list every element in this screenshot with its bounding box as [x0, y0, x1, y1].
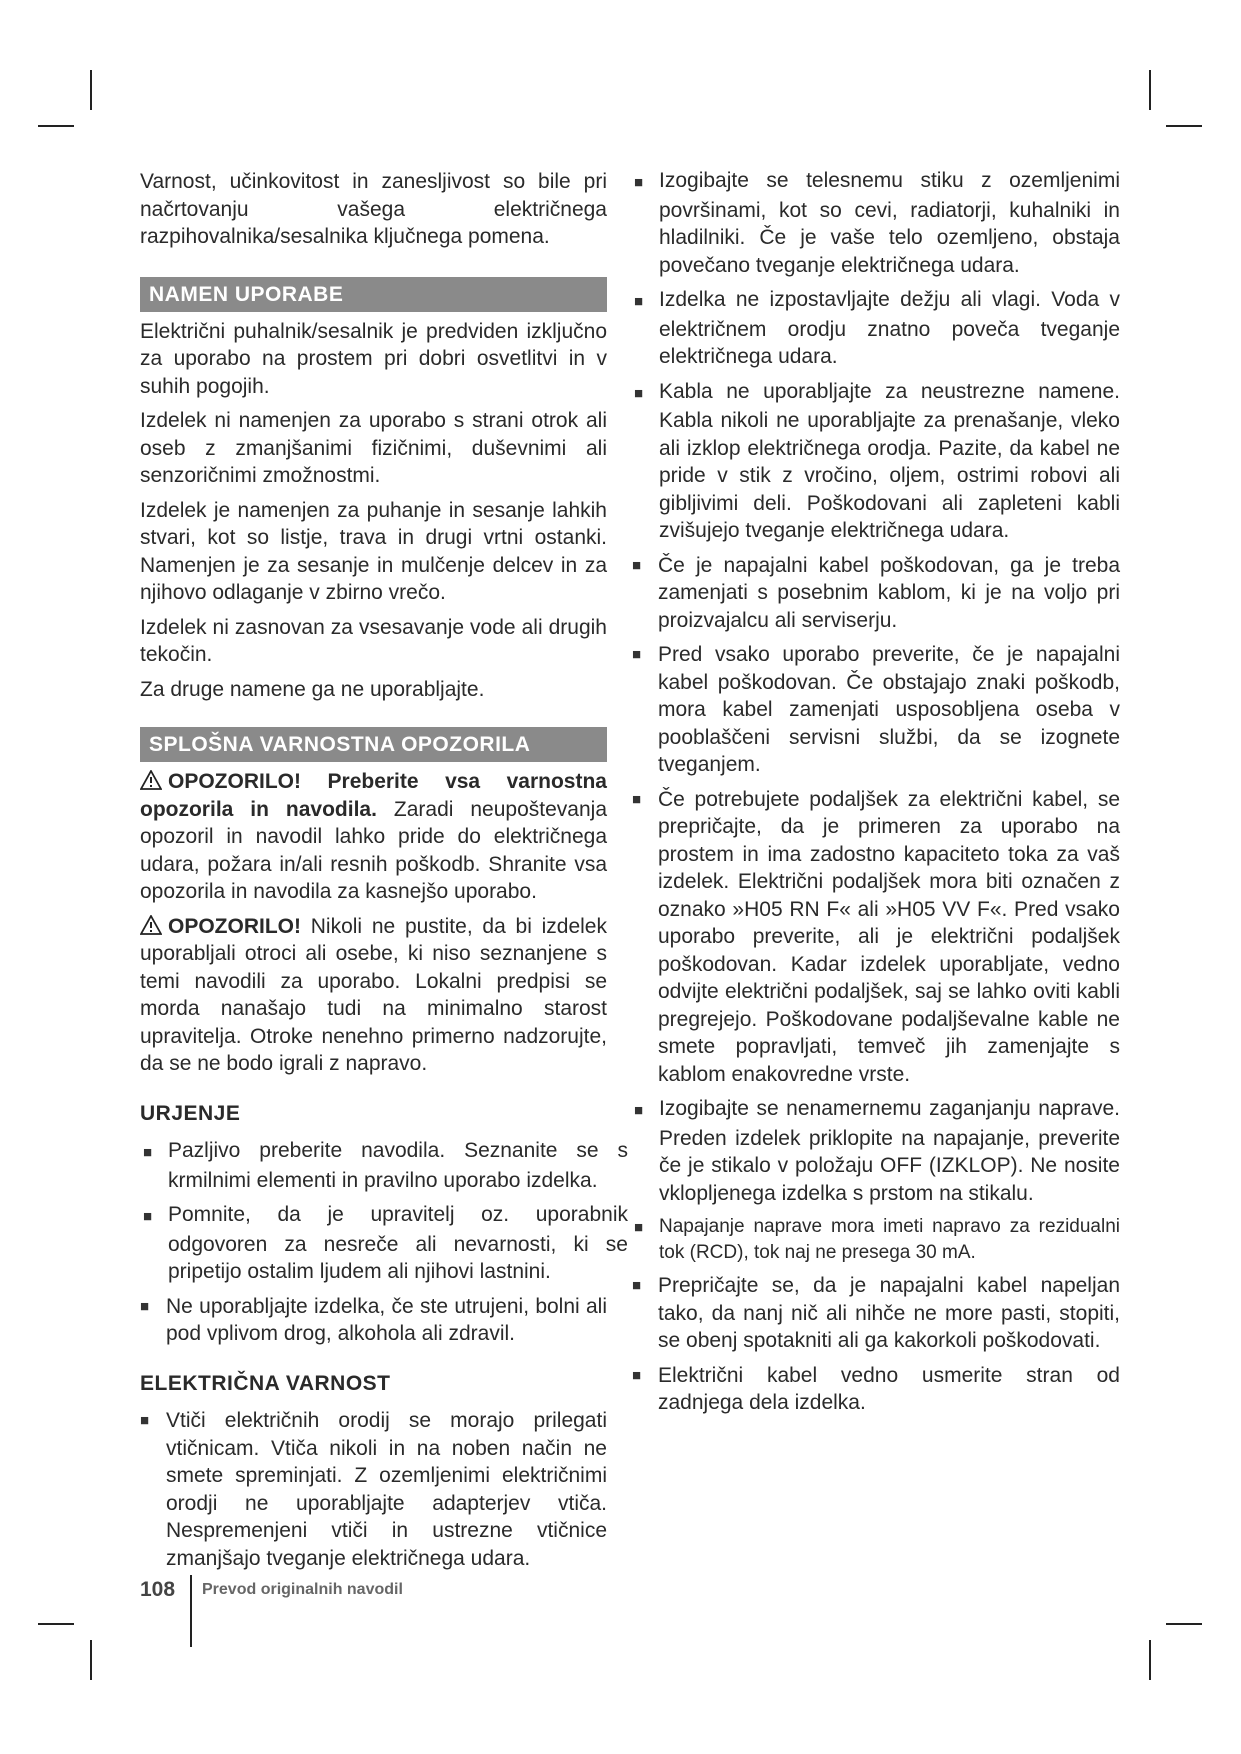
- warning-paragraph: [140, 768, 607, 906]
- bullet-square-icon: ■: [632, 556, 642, 574]
- bullet-item: [632, 552, 1120, 635]
- bullet-item: [632, 1214, 1120, 1265]
- crop-mark: [1166, 125, 1202, 127]
- footer-divider: [190, 1575, 192, 1647]
- warning-triangle-icon: [140, 915, 162, 935]
- bullet-text: Pred vsako uporabo preverite, če je napajalni kabel poškodovan. Če obstajajo znaki poškodb, mora kabel zamenjati usposobljena oseba v pooblaščeni servisni službi, da se izognete tveganjem.: [658, 643, 1120, 776]
- bullet-square-icon: ■: [140, 1412, 150, 1429]
- bullet-square-icon: ■: [634, 1102, 644, 1119]
- bullet-item: [632, 1272, 1120, 1355]
- section-heading-urjenje: URJENJE: [140, 1101, 241, 1125]
- bullet-text: Prepričajte se, da je napajalni kabel napeljan tako, da nanj nič ali nihče ne more pasti, stopiti, se obenj spotakniti ali ga kakorkoli poškodovati.: [658, 1274, 1120, 1352]
- paragraph: Električni puhalnik/sesalnik je predviden izključno za uporabo na prostem pri dobri osvetlitvi in v suhih pogojih.: [140, 319, 607, 398]
- bullet-square-icon: ■: [634, 1219, 644, 1236]
- warning-paragraph: [140, 913, 607, 1078]
- warning-bold: OPOZORILO!: [168, 914, 301, 938]
- bullet-square-icon: ■: [634, 293, 644, 310]
- section-heading-namen-uporabe: NAMEN UPORABE: [140, 277, 607, 312]
- bullet-square-icon: ■: [632, 790, 642, 808]
- bullet-square-icon: ■: [140, 1297, 150, 1315]
- paragraph: Izdelek ni namenjen za uporabo s strani otrok ali oseb z zmanjšanimi fizičnimi, duševnimi ali senzoričnimi zmožnostmi.: [140, 409, 607, 487]
- bullet-square-icon: ■: [143, 1144, 153, 1161]
- bullet-item: [140, 1407, 607, 1572]
- bullet-text: Če je napajalni kabel poškodovan, ga je treba zamenjati s posebnim kablom, ki je na voljo pri proizvajalcu ali serviserju.: [658, 553, 1120, 632]
- bullet-square-icon: ■: [632, 1366, 642, 1384]
- bullet-text: Izogibajte se nenamernemu zaganjanju naprave. Preden izdelek priklopite na napajanje, preverite če je stikalo v položaju OFF (IZKLOP). Ne nosite vklopljenega izdelka s prstom na stikalu.: [659, 1097, 1120, 1205]
- bullet-text: Vtiči električnih orodij se morajo prilegati vtičnicam. Vtiča nikoli in na noben način ne smete spreminjati. Z ozemljenimi električnimi orodji ne uporabljajte adapterjev vtiča. Nespremenjeni vtiči in ustrezne vtičnice zmanjšajo tveganje električnega udara.: [166, 1409, 607, 1570]
- paragraph: Izdelek je namenjen za puhanje in sesanje lahkih stvari, kot so listje, trava in drugi vrtni ostanki. Namenjen je za sesanje in mulčenje delcev in za njihovo odlaganje v zbirno vrečo.: [140, 498, 607, 604]
- bullet-item: [632, 167, 1120, 279]
- crop-mark: [38, 125, 74, 127]
- bullet-text: Če potrebujete podaljšek za električni kabel, se prepričajte, da je primeren za uporabo na prostem in ima zadostno kapaciteto toka za vaš izdelek. Električni podaljšek mora biti označen z oznako »H05 RN F« ali »H05 VV F«. Pred vsako uporabo preverite, ali je električni podaljšek poškodovan. Kadar izdelek uporabljate, vedno odvijte električni podaljšek, saj se lahko oviti kabli pregrejejo. Poškodovane podaljševalne kable ne smete popravljati, temveč jih zamenjajte s kablom enakovredne vrste.: [658, 787, 1120, 1086]
- warning-text: Zaradi neupoštevanja opozoril in navodil lahko pride do električnega udara, požara in/ali resnih poškodb. Shranite vsa opozorila in navodila za kasnejšo uporabo.: [140, 797, 607, 903]
- bullet-square-icon: ■: [634, 384, 644, 402]
- bullet-item: [632, 1362, 1120, 1417]
- crop-mark: [38, 1623, 74, 1625]
- crop-mark: [1166, 1623, 1202, 1625]
- section-heading-elektricna-varnost: ELEKTRIČNA VARNOST: [140, 1371, 391, 1395]
- warning-triangle-icon: [140, 770, 162, 790]
- footer-text: Prevod originalnih navodil: [202, 1581, 403, 1598]
- bullet-item: [632, 786, 1120, 1089]
- bullet-item: [632, 378, 1120, 545]
- intro-paragraph: Varnost, učinkovitost in zanesljivost so bile pri načrtovanju vašega električnega razpihovalnika/sesalnika ključnega pomena.: [140, 170, 607, 248]
- crop-mark: [90, 70, 92, 110]
- bullet-text: Kabla ne uporabljajte za neustrezne namene. Kabla nikoli ne uporabljajte za prenašanje, vleko ali izklop električnega orodja. Pazite, da kabel ne pride v stik z vročino, oljem, ostrimi robovi ali gibljivimi deli. Poškodovani ali zapleteni kabli zvišujejo tveganje električnega udara.: [659, 379, 1120, 542]
- bullet-text: Izdelka ne izpostavljajte dežju ali vlagi. Voda v električnem orodju znatno poveča tveganje električnega udara.: [659, 288, 1120, 368]
- paragraph: Za druge namene ga ne uporabljajte.: [140, 677, 485, 701]
- bullet-item: [143, 1201, 628, 1286]
- crop-mark: [1149, 1640, 1151, 1680]
- bullet-square-icon: ■: [143, 1208, 153, 1225]
- warning-bold: OPOZORILO! Preberite vsa varnostna opozorila in navodila.: [140, 770, 607, 821]
- paragraph: Izdelek ni zasnovan za vsesavanje vode ali drugih tekočin.: [140, 615, 607, 666]
- bullet-text: Izogibajte se telesnemu stiku z ozemljenimi površinami, kot so cevi, radiatorji, kuhalniki in hladilniki. Če je vaše telo ozemljeno, obstaja povečano tveganje električnega udara.: [659, 169, 1120, 277]
- bullet-square-icon: ■: [634, 174, 644, 191]
- bullet-item: [632, 286, 1120, 371]
- right-column: [632, 167, 1120, 1424]
- bullet-square-icon: ■: [632, 1277, 642, 1294]
- crop-mark: [1149, 70, 1151, 110]
- warning-text: Nikoli ne pustite, da bi izdelek uporabljali otroci ali osebe, ki niso seznanjene s temi navodili za uporabo. Lokalni predpisi se morda nanašajo tudi na minimalno starost upravitelja. Otroke nenehno primerno nadzorujte, da se ne bodo igrali z napravo.: [140, 914, 607, 1075]
- bullet-text: Pazljivo preberite navodila. Seznanite se s krmilnimi elementi in pravilno uporabo izdelka.: [168, 1139, 628, 1192]
- section-heading-splosna-varnostna-opozorila: SPLOŠNA VARNOSTNA OPOZORILA: [140, 727, 607, 762]
- bullet-item: [632, 641, 1120, 779]
- bullet-item: [140, 1293, 607, 1348]
- bullet-text: Ne uporabljajte izdelka, če ste utrujeni, bolni ali pod vplivom drog, alkohola ali zdravil.: [166, 1294, 607, 1345]
- bullet-item: [143, 1137, 628, 1194]
- crop-mark: [90, 1640, 92, 1680]
- bullet-item: [632, 1095, 1120, 1207]
- bullet-text: Električni kabel vedno usmerite stran od zadnjega dela izdelka.: [658, 1363, 1120, 1414]
- left-column: [140, 168, 628, 1579]
- bullet-text: Napajanje naprave mora imeti napravo za rezidualni tok (RCD), tok naj ne presega 30 mA.: [659, 1216, 1120, 1263]
- page-number: 108: [140, 1578, 176, 1601]
- bullet-square-icon: ■: [632, 646, 642, 663]
- bullet-text: Pomnite, da je upravitelj oz. uporabnik odgovoren za nesreče ali nevarnosti, ki se pripetijo ostalim ljudem ali njihovi lastnini.: [168, 1203, 628, 1283]
